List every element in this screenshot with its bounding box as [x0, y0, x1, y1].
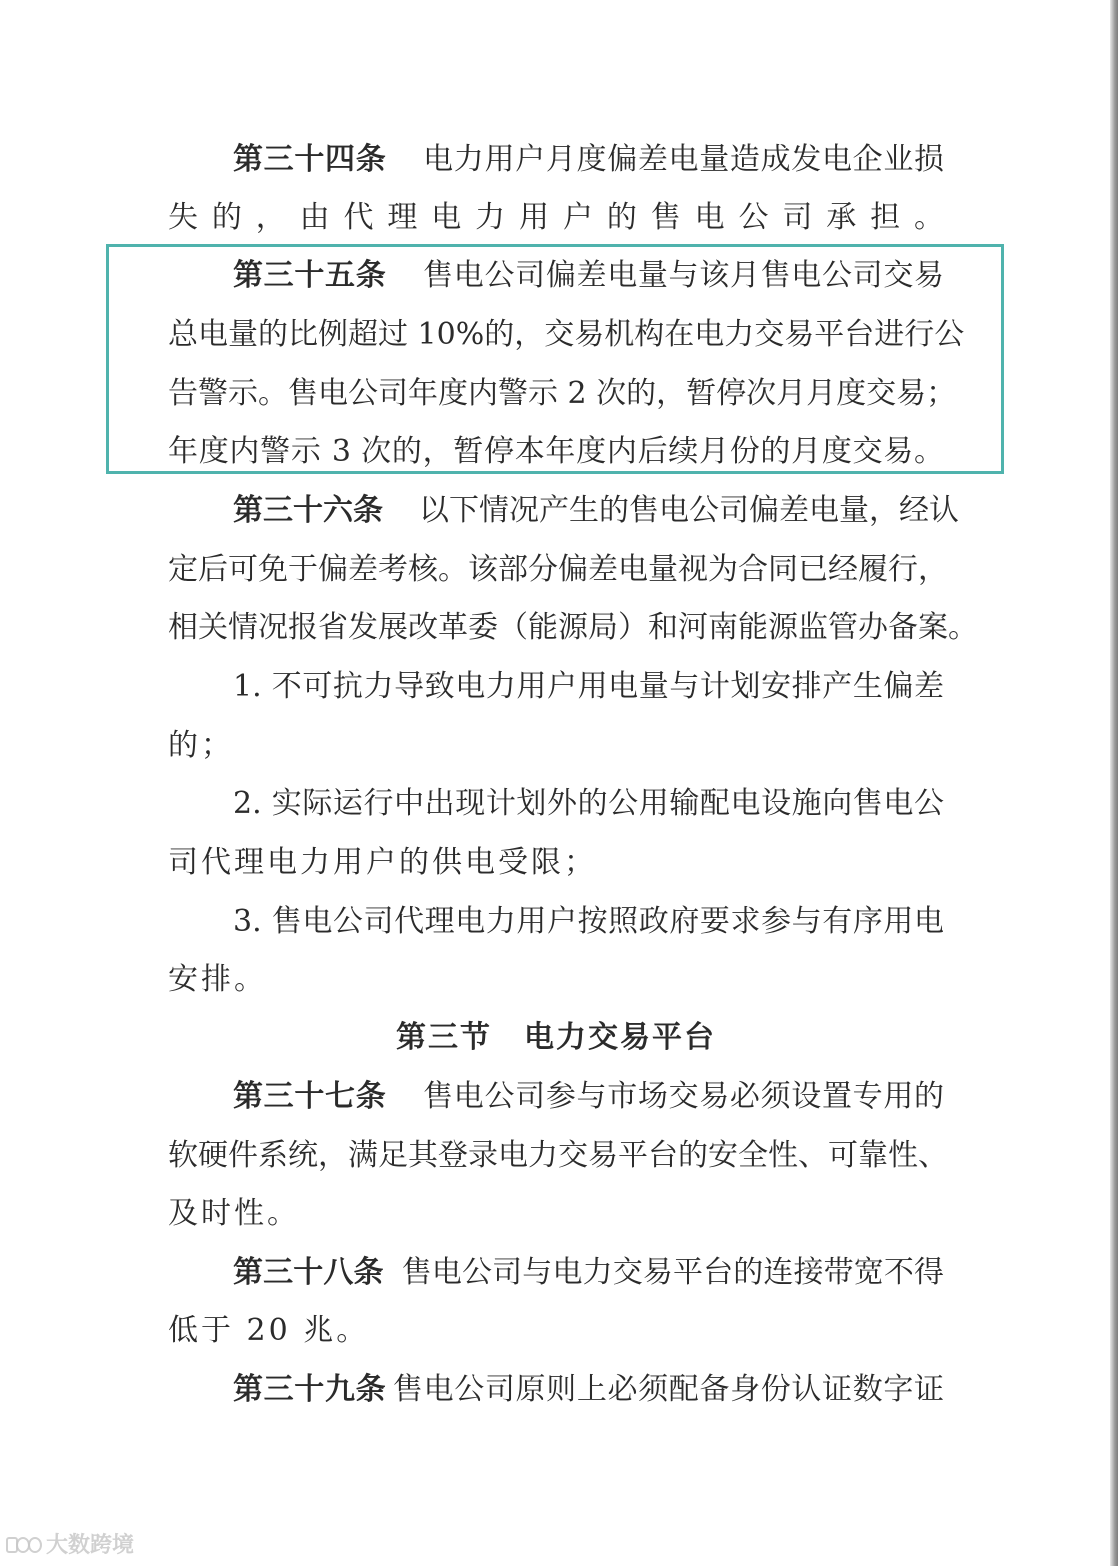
article-36-item-1-line-1: 1. 不可抗力导致电力用户用电量与计划安排产生偏差: [233, 669, 944, 704]
article-37-line-1: [233, 1077, 944, 1117]
article-36-line-1: [233, 491, 959, 531]
article-36-item-2-line-2: 司代理电力用户的供电受限；: [168, 845, 597, 880]
article-34-text-1: 电力用户月度偏差电量造成发电企业损: [422, 142, 945, 177]
page-edge-shadow: [1110, 0, 1118, 1566]
article-36-item-2-line-1: 2. 实际运行中出现计划外的公用输配电设施向售电公: [233, 786, 944, 821]
watermark: [6, 1528, 134, 1559]
article-36-item-1-line-2: 的；: [168, 728, 234, 763]
article-38-heading: 第三十八条: [233, 1255, 384, 1290]
article-37-line-2: 软硬件系统，满足其登录电力交易平台的安全性、可靠性、: [168, 1138, 948, 1173]
article-36-item-3-line-1: 3. 售电公司代理电力用户按照政府要求参与有序用电: [233, 904, 944, 939]
watermark-text: 大数跨境: [46, 1533, 135, 1558]
article-34-heading: 第三十四条: [233, 142, 387, 177]
article-34-line-1: [233, 140, 944, 180]
article-35-heading: 第三十五条: [233, 258, 387, 293]
article-36-heading: 第三十六条: [233, 493, 383, 528]
article-37-line-3: 及时性。: [168, 1196, 300, 1231]
article-39-text-1: 售电公司原则上必须配备身份认证数字证: [392, 1372, 945, 1407]
article-36-line-3: 相关情况报省发展改革委（能源局）和河南能源监管办备案。: [168, 610, 978, 645]
article-39-heading: 第三十九条: [233, 1372, 387, 1407]
article-35-line-1: [233, 256, 944, 296]
article-38-line-2: 低于 20 兆。: [168, 1313, 370, 1348]
article-35-line-3: 告警示。售电公司年度内警示 2 次的，暂停次月月度交易；: [168, 376, 957, 411]
article-39-line-1: [233, 1370, 944, 1410]
article-36-item-3-line-2: 安排。: [168, 962, 267, 997]
article-34-line-2: 失的，由代理电力用户的售电公司承担。: [168, 200, 944, 235]
article-36-text-1: 以下情况产生的售电公司偏差电量，经认: [419, 493, 959, 528]
article-35-text-1: 售电公司偏差电量与该月售电公司交易: [422, 258, 945, 293]
article-37-text-1: 售电公司参与市场交易必须设置专用的: [422, 1079, 945, 1114]
article-35-line-2: 总电量的比例超过 10%的，交易机构在电力交易平台进行公: [168, 317, 965, 352]
article-37-heading: 第三十七条: [233, 1079, 387, 1114]
article-36-line-2: 定后可免于偏差考核。该部分偏差电量视为合同已经履行，: [168, 552, 948, 587]
article-35-line-4: 年度内警示 3 次的，暂停本年度内后续月份的月度交易。: [168, 434, 944, 469]
article-38-text-1: 售电公司与电力交易平台的连接带宽不得: [401, 1255, 945, 1290]
section-title: 第三节 电力交易平台: [396, 1020, 716, 1055]
watermark-logo-icon: [6, 1533, 40, 1555]
article-38-line-1: [233, 1253, 944, 1293]
